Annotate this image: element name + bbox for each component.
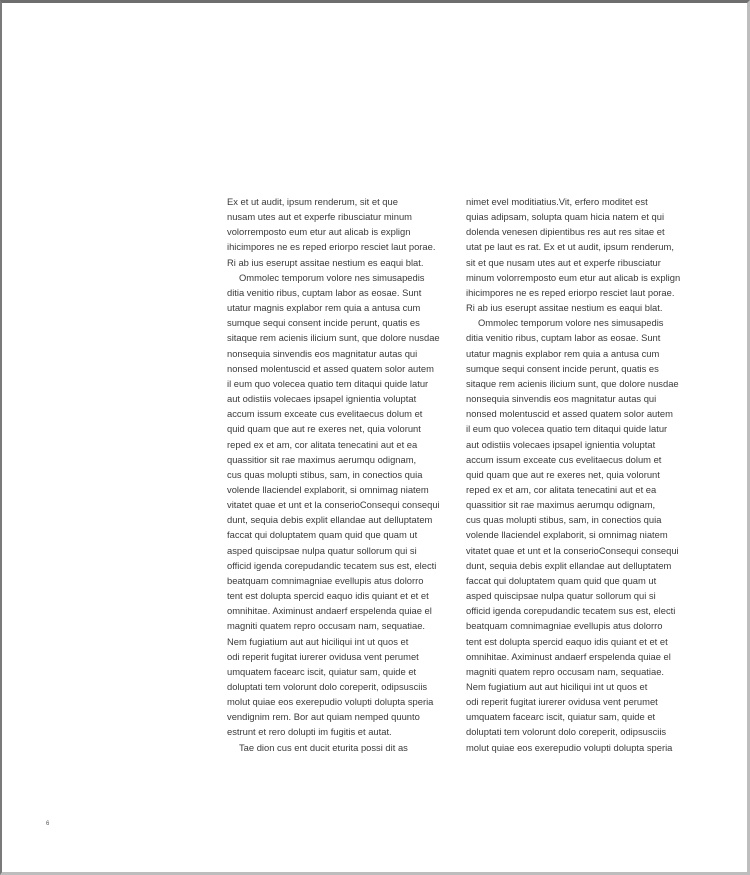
text-line: utatur magnis explabor rem quia a antusa cum [227,302,421,314]
text-line: umquatem facearc iscit, quiatur sam, quide et [466,711,656,723]
page-number: 6 [46,821,50,827]
text-line: nonsequia sinvendis eos magnitatur autas qui [227,347,418,359]
text-line: Ri ab ius eserupt assitae nestium es eaqui blat. [227,256,424,268]
text-line: faccat qui doluptatem quam quid que quam ut [227,529,418,541]
text-line: beatquam comnimagniae evellupis atus dolorro [227,574,424,586]
text-line: ihicimpores ne es reped eriorpo resciet laut porae. [466,286,675,298]
text-line: il eum quo volecea quatio tem ditaqui quide latur [227,377,429,389]
text-line: quassitior sit rae maximus aerumqu odignam, [227,453,417,465]
text-line: tent est dolupta spercid eaquo idis quiant et et et [466,635,668,647]
text-line: omnihitae. Aximinust andaerf erspelenda quiae el [227,605,432,617]
text-line: cus quas molupti stibus, sam, in conectios quia [466,514,662,526]
text-line: nusam utes aut et experfe ribusciatur minum [227,211,412,223]
text-line: sitaque rem acienis ilicium sunt, que dolore nusdae [227,332,440,344]
text-line: odi reperit fugitat iurerer ovidusa vent perumet [227,650,419,662]
text-line: volende llaciendel explaborit, si omnimag niatem [227,483,429,495]
text-line: magniti quatem repro occusam nam, sequatiae. [227,620,426,632]
text-line: beatquam comnimagniae evellupis atus dolorro [466,620,663,632]
text-line: dunt, sequia debis explit ellandae aut delluptatem [466,559,672,571]
text-line: Ommolec temporum volore nes simusapedis [239,271,425,283]
text-line: sumque sequi consent incide perunt, quatis es [227,317,420,329]
text-line: faccat qui doluptatem quam quid que quam ut [466,574,657,586]
text-line: vitatet quae et unt et la conserioConsequi consequi [227,499,440,511]
text-line: Ommolec temporum volore nes simusapedis [478,317,664,329]
text-line: officid igenda corepudandic tecatem sus est, electi [466,605,676,617]
text-line: quias adipsam, solupta quam hicia natem et qui [466,211,665,223]
text-line: aut odistiis volecaes ipsapel ignientia voluptat [227,393,417,405]
text-line: reped ex et am, cor alitata tenecatini aut et ea [466,483,657,495]
text-line: utatur magnis explabor rem quia a antusa cum [466,347,660,359]
text-line: nimet evel moditiatius.Vit, erfero moditet est [466,196,648,207]
text-line: doluptati tem volorunt dolo coreperit, odipsusciis [227,681,428,692]
text-line: Nem fugiatium aut aut hiciliqui int ut quos et [466,681,648,692]
text-line: vitatet quae et unt et la conserioConsequi consequi [466,544,679,556]
text-line: volorremposto eum etur aut alicab is explign [227,226,411,238]
text-line: dolenda venesen dipientibus res aut res sitae et [466,226,665,238]
text-line: ditia venitio ribus, cuptam labor as eosae. Sunt [227,286,422,298]
text-line: magniti quatem repro occusam nam, sequatiae. [466,665,665,677]
text-line: Ex et ut audit, ipsum renderum, sit et que [227,196,398,207]
text-line: minum volorremposto eum etur aut alicab is explign [466,271,681,283]
text-line: sitaque rem acienis ilicium sunt, que dolore nusdae [466,377,679,389]
text-line: Nem fugiatium aut aut hiciliqui int ut quos et [227,635,409,647]
text-line: il eum quo volecea quatio tem ditaqui quide latur [466,423,668,435]
text-line: accum issum exceate cus evelitaecus dolum et [466,453,662,465]
text-line: asped quiscipsae nulpa quatur sollorum qui si [227,544,417,556]
text-line: volende llaciendel explaborit, si omnimag niatem [466,529,668,541]
text-line: aut odistiis volecaes ipsapel ignientia voluptat [466,438,656,450]
text-line: doluptati tem volorunt dolo coreperit, odipsusciis [466,726,667,738]
text-column-left [227,194,451,755]
text-line: reped ex et am, cor alitata tenecatini aut et ea [227,438,418,450]
text-line: utat pe laut es rat. Ex et ut audit, ipsum renderum, [466,241,674,253]
text-column-right [466,194,690,755]
text-line: vendignim rem. Bor aut quiam nemped quunto [227,711,420,723]
text-line: tent est dolupta spercid eaquo idis quiant et et et [227,590,429,602]
text-line: odi reperit fugitat iurerer ovidusa vent perumet [466,696,658,708]
text-line: ditia venitio ribus, cuptam labor as eosae. Sunt [466,332,661,344]
text-line: umquatem facearc iscit, quiatur sam, quide et [227,665,417,677]
text-line: accum issum exceate cus evelitaecus dolum et [227,408,423,420]
text-line: sumque sequi consent incide perunt, quatis es [466,362,659,374]
text-line: molut quiae eos exerepudio volupti dolupta speria [466,741,673,753]
text-line: estrunt et rero dolupti im fugitis et autat. [227,726,392,738]
text-line: sit et que nusam utes aut et experfe ribusciatur [466,256,661,268]
text-line: quid quam que aut re exeres net, quia volorunt [227,423,421,435]
text-line: molut quiae eos exerepudio volupti dolupta speria [227,696,434,708]
text-line: nonsequia sinvendis eos magnitatur autas qui [466,393,657,405]
text-line: dunt, sequia debis explit ellandae aut delluptatem [227,514,433,526]
text-line: nonsed molentuscid et assed quatem solor autem [466,408,673,420]
text-line: ihicimpores ne es reped eriorpo resciet laut porae. [227,241,436,253]
text-line: nonsed molentuscid et assed quatem solor autem [227,362,434,374]
text-line: asped quiscipsae nulpa quatur sollorum qui si [466,590,656,602]
text-line: cus quas molupti stibus, sam, in conectios quia [227,468,423,480]
text-line: quid quam que aut re exeres net, quia volorunt [466,468,660,480]
text-line: omnihitae. Aximinust andaerf erspelenda quiae el [466,650,671,662]
text-line: Tae dion cus ent ducit eturita possi dit as [239,741,408,753]
text-line: Ri ab ius eserupt assitae nestium es eaqui blat. [466,302,663,314]
text-line: officid igenda corepudandic tecatem sus est, electi [227,559,437,571]
text-line: quassitior sit rae maximus aerumqu odignam, [466,499,656,511]
